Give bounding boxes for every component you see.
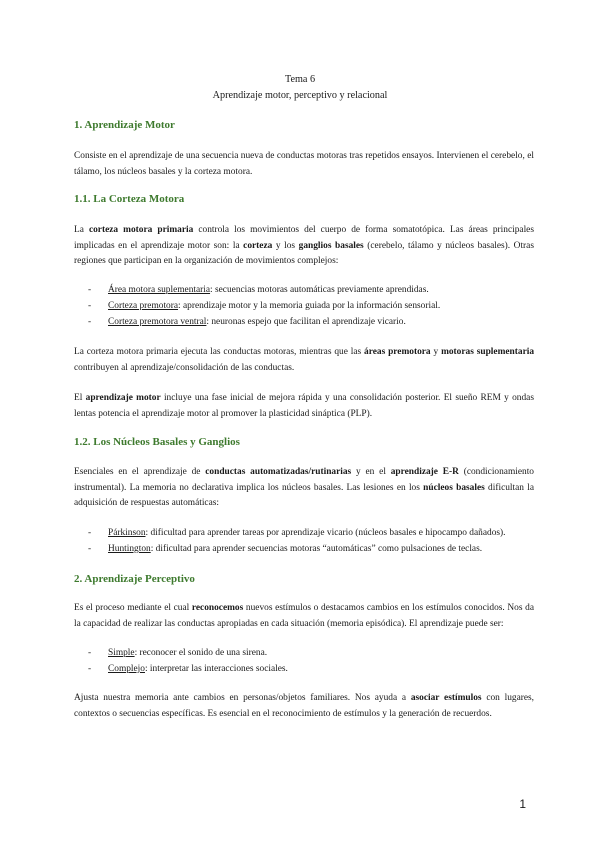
section-1-1-paragraph-1: La corteza motora primaria controla los movimientos del cuerpo de forma somatotópica. Las áreas principales implicadas en el aprendizaje motor son: la corteza y los ganglios basales (cerebelo, tálamo y núcleos basales). Otras regiones que participan en la organización de movimientos complejos: xyxy=(74,225,534,266)
section-1-2-paragraph: Esenciales en el aprendizaje de conductas automatizadas/rutinarias y en el aprendizaje E-R (condicionamiento instrumental). La memoria no declarativa implica los núcleos basales. Las lesiones en los núcleos basales dificultan la adquisición de respuestas automáticas: xyxy=(74,467,535,508)
section-2-paragraph-2: Ajusta nuestra memoria ante cambios en personas/objetos familiares. Nos ayuda a asociar estímulos con lugares, contextos o secuencias específicas. Es esencial en el reconocimiento de estímulos y la generación de recuerdos. xyxy=(74,693,535,719)
basal-lesions-list xyxy=(88,525,528,557)
section-1-1-paragraph-3: El aprendizaje motor incluye una fase inicial de mejora rápida y una consolidación posterior. El sueño REM y ondas lentas potencia el aprendizaje motor al promover la plasticidad sináptica (PLP). xyxy=(74,393,534,419)
page-number: 1 xyxy=(519,797,526,811)
list-item: - Complejo: interpretar las interacciones sociales. xyxy=(88,664,288,674)
list-item: - Corteza premotora: aprendizaje motor y la memoria guiada por la información sensorial. xyxy=(88,301,441,311)
motor-areas-list xyxy=(88,282,528,330)
section-2-paragraph-1: Es el proceso mediante el cual reconocemos nuevos estímulos o destacamos cambios en los estímulos conocidos. Nos da la capacidad de realizar las conductas apropiadas en cada situación (memoria episódica). El aprendizaje puede ser: xyxy=(74,603,534,629)
section-heading-1-2: 1.2. Los Núcleos Basales y Ganglios xyxy=(74,436,240,448)
list-item: - Párkinson: dificultad para aprender tareas por aprendizaje vicario (núcleos basales e hipocampo dañados). xyxy=(88,528,506,538)
list-item: - Huntington: dificultad para aprender secuencias motoras “automáticas” como pulsaciones de teclas. xyxy=(88,544,483,554)
section-heading-1-1: 1.1. La Corteza Motora xyxy=(74,193,185,205)
list-item: - Corteza premotora ventral: neuronas espejo que facilitan el aprendizaje vicario. xyxy=(88,317,406,327)
section-heading-1: 1. Aprendizaje Motor xyxy=(74,119,175,131)
section-heading-2: 2. Aprendizaje Perceptivo xyxy=(74,573,195,585)
section-1-paragraph: Consiste en el aprendizaje de una secuencia nueva de conductas motoras tras repetidos ensayos. Intervienen el cerebelo, el tálamo, los núcleos basales y la corteza motora. xyxy=(74,151,534,177)
list-item: - Área motora suplementaria: secuencias motoras automáticas previamente aprendidas. xyxy=(88,285,429,295)
topic-number: Tema 6 xyxy=(284,74,316,85)
document-subtitle: Aprendizaje motor, perceptivo y relacional xyxy=(212,90,388,101)
list-item: - Simple: reconocer el sonido de una sirena. xyxy=(88,648,268,658)
section-1-1-paragraph-2: La corteza motora primaria ejecuta las conductas motoras, mientras que las áreas premotora y motoras suplementaria contribuyen al aprendizaje/consolidación de las conductas. xyxy=(74,347,535,373)
perceptive-types-list xyxy=(88,645,528,677)
